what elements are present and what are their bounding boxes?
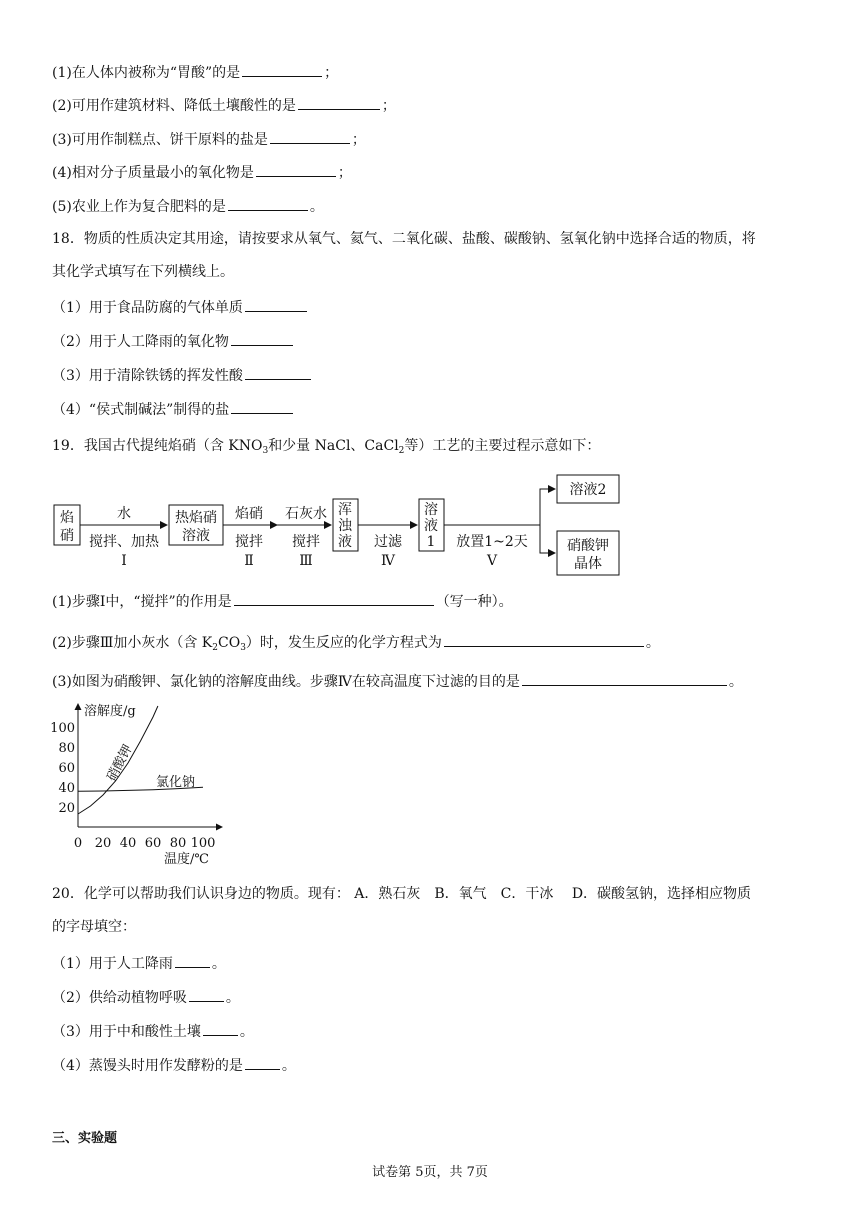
q20-item-3	[52, 1021, 254, 1041]
q20-item-2	[52, 987, 240, 1007]
arrow2-top: 焰硝	[235, 506, 263, 522]
q18-stem-line1: 18．物质的性质决定其用途，请按要求从氧气、氦气、二氧化碳、盐酸、碳酸钠、氢氧化钠中选择合适的物质，将	[52, 231, 756, 247]
q17-item-1-end: ；	[324, 65, 339, 81]
q19-stem-b: 和少量 NaCl、CaCl	[268, 438, 399, 454]
arrow1-step: Ⅰ	[121, 553, 127, 569]
x-tick-label: 60	[144, 836, 162, 851]
answer-blank[interactable]	[175, 953, 210, 968]
q18-item-1-text: （1）用于食品防腐的气体单质	[52, 300, 243, 316]
q20-item-4	[52, 1055, 296, 1075]
box2-line1: 热焰硝	[175, 510, 217, 526]
arrow4-bottom: 过滤	[374, 534, 402, 550]
q18-item-2	[52, 331, 295, 351]
y-tick-label: 80	[58, 741, 75, 756]
x-tick-label: 80	[169, 836, 187, 851]
q17-item-1-text: (1)在人体内被称为“胃酸”的是	[52, 65, 241, 81]
box3-line1: 浑	[338, 502, 352, 518]
arrow2-step: Ⅱ	[244, 553, 254, 569]
q20-stem-line1: 20．化学可以帮助我们认识身边的物质。现有： A．熟石灰 B．氧气 C．干冰 D．碳酸氢钠，选择相应物质	[52, 886, 752, 902]
answer-blank[interactable]	[234, 591, 434, 606]
q17-item-5-text: (5)农业上作为复合肥料的是	[52, 199, 226, 215]
box5-label: 溶液2	[569, 482, 607, 498]
q20-item-4-text: （4）蒸馒头时用作发酵粉的是	[52, 1058, 243, 1074]
answer-blank[interactable]	[228, 196, 308, 211]
q17-item-2-text: (2)可用作建筑材料、降低土壤酸性的是	[52, 98, 296, 114]
q18-item-3	[52, 365, 313, 385]
answer-blank[interactable]	[444, 632, 644, 647]
box3-line2: 浊	[338, 518, 352, 534]
box6-line2: 晶体	[574, 556, 602, 572]
q20-item-3-end: 。	[239, 1024, 254, 1040]
flow-branch-down	[540, 525, 555, 553]
q17-item-4	[52, 162, 352, 182]
q17-item-4-end: ；	[337, 165, 352, 181]
q18-item-4	[52, 399, 295, 419]
answer-blank[interactable]	[245, 1055, 280, 1070]
arrow5-step: Ⅴ	[486, 553, 498, 569]
q19-sub3	[52, 671, 743, 691]
arrow2-bottom: 搅拌	[235, 534, 263, 550]
solubility-curve-chart	[40, 698, 240, 868]
series-label-kno3: 硝酸钾	[104, 742, 136, 784]
page-footer: 试卷第 5页，共 7页	[372, 1165, 488, 1180]
q17-item-1	[52, 62, 338, 82]
box2-line2: 溶液	[182, 528, 210, 544]
answer-blank[interactable]	[189, 987, 224, 1002]
arrow3-bottom: 搅拌	[292, 534, 320, 550]
q19-stem	[52, 437, 600, 460]
box4-line2: 液	[424, 518, 438, 534]
series-label-nacl: 氯化钠	[156, 775, 196, 790]
q17-item-4-text: (4)相对分子质量最小的氧化物是	[52, 165, 254, 181]
y-tick-label: 100	[50, 721, 75, 736]
flow-branch-up	[540, 489, 555, 525]
q20-item-1-end: 。	[211, 956, 226, 972]
q19-sub2-end: 。	[645, 635, 660, 651]
q18-item-1	[52, 297, 309, 317]
q17-item-3	[52, 129, 366, 149]
q18-item-2-text: （2）用于人工降雨的氧化物	[52, 334, 229, 350]
x-tick-label: 40	[119, 836, 137, 851]
box1-line1: 焰	[60, 510, 74, 526]
q19-stem-a: 19．我国古代提纯焰硝（含 KNO	[52, 438, 263, 454]
q20-item-2-end: 。	[225, 990, 240, 1006]
q17-item-5	[52, 196, 324, 216]
q19-sub1	[52, 591, 513, 611]
q20-item-1	[52, 953, 226, 973]
q17-item-2	[52, 95, 396, 115]
q19-sub3-text: (3)如图为硝酸钾、氯化钠的溶解度曲线。步骤Ⅳ在较高温度下过滤的目的是	[52, 674, 520, 690]
arrow4-step: Ⅳ	[381, 553, 395, 569]
q17-item-3-text: (3)可用作制糕点、饼干原料的盐是	[52, 132, 268, 148]
answer-blank[interactable]	[256, 162, 336, 177]
box4-line3: 1	[426, 534, 436, 550]
q19-sub3-end: 。	[728, 674, 743, 690]
q19-sub2-sub1: 2	[212, 643, 218, 653]
q20-item-3-text: （3）用于中和酸性土壤	[52, 1024, 201, 1040]
q19-sub2-c: ）时，发生反应的化学方程式为	[245, 635, 442, 651]
x-tick-label: 20	[94, 836, 112, 851]
answer-blank[interactable]	[231, 399, 293, 414]
q18-item-3-text: （3）用于清除铁锈的挥发性酸	[52, 368, 243, 384]
answer-blank[interactable]	[270, 129, 350, 144]
answer-blank[interactable]	[245, 365, 311, 380]
q20-stem-line2: 的字母填空：	[52, 919, 136, 935]
q19-sub2-a: (2)步骤Ⅲ加小灰水（含 K	[52, 635, 213, 651]
q17-item-2-end: ；	[381, 98, 396, 114]
q20-item-1-text: （1）用于人工降雨	[52, 956, 173, 972]
q18-stem-line2: 其化学式填写在下列横线上。	[52, 264, 234, 280]
y-tick-label: 60	[58, 761, 75, 776]
q19-sub1-text: (1)步骤Ⅰ中，“搅拌”的作用是	[52, 594, 232, 610]
answer-blank[interactable]	[245, 297, 307, 312]
q19-sub2-b: CO	[217, 635, 241, 651]
section-heading-experiment: 三、实验题	[52, 1131, 118, 1146]
arrow3-top: 石灰水	[285, 506, 327, 522]
arrow1-top: 水	[117, 506, 131, 522]
answer-blank[interactable]	[203, 1021, 238, 1036]
q17-item-5-end: 。	[309, 199, 324, 215]
q19-stem-sub2: 2	[398, 446, 405, 456]
q18-item-4-text: （4）“侯式制碱法”制得的盐	[52, 402, 230, 418]
answer-blank[interactable]	[298, 95, 380, 110]
box1-line2: 硝	[60, 528, 74, 544]
q19-stem-c: 等）工艺的主要过程示意如下：	[404, 438, 601, 454]
answer-blank[interactable]	[231, 331, 293, 346]
q19-sub2-sub2: 3	[240, 643, 246, 653]
answer-blank[interactable]	[522, 671, 727, 686]
x-axis-label: 温度/℃	[164, 852, 209, 867]
q19-sub1-end: （写一种）。	[435, 594, 513, 610]
arrow1-bottom: 搅拌、加热	[89, 534, 159, 550]
q19-stem-sub1: 3	[262, 446, 269, 456]
box6-line1: 硝酸钾	[567, 538, 609, 554]
box3-line3: 液	[338, 534, 352, 550]
q17-item-3-end: ；	[351, 132, 366, 148]
q19-sub2	[52, 632, 660, 657]
box4-line1: 溶	[424, 502, 438, 518]
x-tick-label: 0	[73, 836, 83, 851]
q20-item-4-end: 。	[281, 1058, 296, 1074]
q20-item-2-text: （2）供给动植物呼吸	[52, 990, 187, 1006]
y-tick-label: 20	[58, 801, 75, 816]
x-tick-label: 100	[190, 836, 216, 851]
arrow3-step: Ⅲ	[299, 553, 313, 569]
process-flow-diagram	[48, 468, 628, 583]
y-axis-label: 溶解度/g	[84, 704, 136, 719]
answer-blank[interactable]	[242, 62, 322, 77]
arrow5-bottom: 放置1~2天	[456, 534, 528, 550]
y-tick-label: 40	[58, 781, 75, 796]
